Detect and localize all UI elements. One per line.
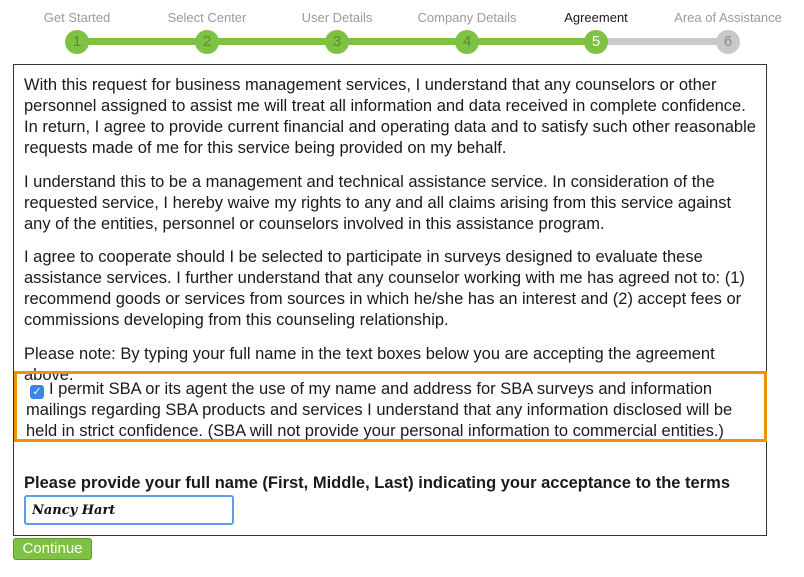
- step-circle-6: 6: [716, 30, 740, 54]
- step-label-area-of-assistance: Area of Assistance: [674, 10, 782, 25]
- step-label-agreement: Agreement: [564, 10, 628, 25]
- agreement-paragraph-surveys: I agree to cooperate should I be selected to participate in surveys designed to evaluate these assistance services. I further understand that any counselor working with me has agreed not to: (1) recommend goods or services from sources in which he/she has an interest and (2) accept fees or commissions developing from this counseling relationship.: [24, 248, 745, 329]
- agreement-box: [13, 64, 767, 536]
- step-circle-4: 4: [455, 30, 479, 54]
- step-circle-5: 5: [584, 30, 608, 54]
- continue-button[interactable]: Continue: [13, 538, 92, 560]
- step-label-company-details: Company Details: [417, 10, 517, 25]
- agreement-note: Please note: By typing your full name in the text boxes below you are accepting the agreement above.: [24, 345, 715, 384]
- consent-highlight-box: [14, 371, 767, 442]
- step-circle-1: 1: [65, 30, 89, 54]
- full-name-input[interactable]: [24, 495, 234, 525]
- agreement-paragraph-confidentiality: With this request for business management services, I understand that any counselors or other personnel assigned to assist me will treat all information and data received in complete confidence. In return, I agree to provide current financial and operating data and to satisfy such other reasonable requests made of me for this service being provided on my behalf.: [24, 76, 756, 157]
- step-circle-3: 3: [325, 30, 349, 54]
- consent-checkbox[interactable]: ✓: [30, 385, 44, 399]
- full-name-label: Please provide your full name (First, Middle, Last) indicating your acceptance to the terms: [24, 474, 730, 492]
- step-label-select-center: Select Center: [167, 10, 247, 25]
- step-label-get-started: Get Started: [43, 10, 111, 25]
- consent-statement: [26, 379, 758, 442]
- consent-text: I permit SBA or its agent the use of my name and address for SBA surveys and information mailings regarding SBA products and services I understand that any information disclosed will be held in strict confidence. (SBA will not provide your personal information to commercial entities.): [26, 380, 733, 440]
- progress-steps: [0, 0, 804, 60]
- step-circle-2: 2: [195, 30, 219, 54]
- agreement-paragraph-waiver: I understand this to be a management and technical assistance service. In consideration of the requested service, I hereby waive my rights to any and all claims arising from this service against any of the entities, personnel or counselors involved in this assistance program.: [24, 173, 732, 233]
- step-label-user-details: User Details: [301, 10, 373, 25]
- progress-track-remaining: [596, 38, 728, 45]
